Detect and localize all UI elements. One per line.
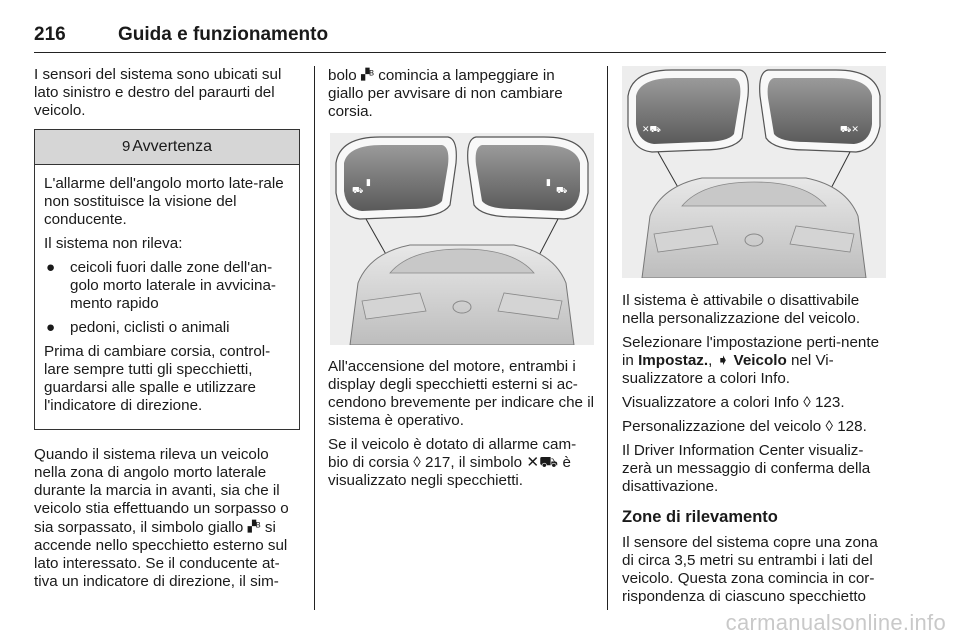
column-2 bbox=[328, 66, 594, 127]
warning-paragraph-1: L'allarme dell'angolo morto late-rale non sostituisce la visione del conducente. bbox=[44, 175, 284, 228]
column-2-lower bbox=[328, 358, 594, 496]
warning-icon: 9 bbox=[121, 138, 131, 155]
warning-paragraph-3: Prima di cambiare corsia, control-lare sempre tutti gli specchietti, guardarsi alle spalle e utilizzare l'indicatore di direzione. bbox=[44, 343, 271, 414]
reference-icon: ◊ bbox=[413, 454, 421, 471]
personalization-ref: Personalizzazione del veicolo ◊ 128. bbox=[622, 418, 867, 435]
lane-change-symbol-icon: ✕⛟ bbox=[526, 454, 559, 471]
warning-bullet-text: pedoni, ciclisti o animali bbox=[70, 319, 230, 336]
warning-body bbox=[35, 165, 299, 429]
column-1 bbox=[34, 66, 300, 597]
menu-impostaz: Impostaz. bbox=[638, 352, 709, 369]
startup-paragraph: All'accensione del motore, entrambi i display degli specchietti esterni si ac-cendono brevemente per indicare che il sistema è operativo. bbox=[328, 358, 594, 429]
toggle-paragraph: Il sistema è attivabile o disattivabile nella personalizzazione del veicolo. bbox=[622, 292, 861, 327]
right-mirror-indicator: ⛟ bbox=[556, 186, 568, 196]
warning-title: Avvertenza bbox=[132, 138, 213, 155]
blink-paragraph: bolo ▞ᴮ comincia a lampeggiare in giallo per avvisare di non cambiare corsia. bbox=[328, 67, 563, 120]
reference-icon: ◊ bbox=[803, 394, 811, 411]
detection-paragraph: Quando il sistema rileva un veicolo nella zona di angolo morto laterale durante la marcia in avanti, sia che il veicolo stia effettuando un sorpasso o sia sorpassato, il simbolo giallo ▞ᴮ si accende nello specchietto esterno sul lato interessato. Se il conducente at-tiva un indicatore di direzione, il sim- bbox=[34, 446, 289, 590]
warning-header bbox=[35, 130, 299, 165]
page-title: Guida e funzionamento bbox=[118, 24, 329, 45]
page-number: 216 bbox=[34, 24, 66, 45]
column-3 bbox=[622, 292, 888, 612]
bullet-dot-icon: ● bbox=[46, 259, 56, 276]
left-mirror-indicator: ⛟ bbox=[352, 186, 364, 196]
info-display-ref: Visualizzatore a colori Info ◊ 123. bbox=[622, 394, 845, 411]
warning-bullet-text: ceicoli fuori dalle zone dell'an-golo morto laterale in avvicina-mento rapido bbox=[70, 259, 276, 312]
column-divider-left bbox=[314, 66, 315, 610]
lane-change-paragraph: Se il veicolo è dotato di allarme cam-bio di corsia ◊ 217, il simbolo ✕⛟ è visualizzato negli specchietti. bbox=[328, 436, 577, 489]
arrow-right-icon: ➧ bbox=[716, 352, 730, 369]
warning-paragraph-2: Il sistema non rileva: bbox=[44, 235, 183, 252]
column-divider-right bbox=[607, 66, 608, 610]
mirrors-rear-car-illustration-2 bbox=[622, 66, 886, 278]
warning-box bbox=[34, 129, 300, 430]
dic-paragraph: Il Driver Information Center visualiz-zerà un messaggio di conferma della disattivazione. bbox=[622, 442, 871, 495]
blindspot-symbol-icon: ▞ᴮ bbox=[247, 521, 261, 533]
blindspot-symbol-icon: ▞ᴮ bbox=[360, 69, 374, 81]
intro-text: I sensori del sistema sono ubicati sul lato sinistro e destro del paraurti del veicolo. bbox=[34, 66, 282, 119]
warning-bullet-2 bbox=[44, 319, 290, 337]
page-header bbox=[34, 24, 886, 53]
warning-bullet-1 bbox=[44, 259, 290, 313]
settings-path-paragraph: Selezionare l'impostazione perti-nente in Impostaz., ➧ Veicolo nel Vi-sualizzatore a colori Info. bbox=[622, 334, 880, 387]
right-mirror-lane-indicator: ⛟✕ bbox=[840, 125, 859, 135]
watermark: carmanualsonline.info bbox=[725, 610, 946, 635]
zones-paragraph: Il sensore del sistema copre una zona di circa 3,5 metri su entrambi i lati del veicolo. Questa zona comincia in cor-rispondenza di ciascuno specchietto bbox=[622, 534, 878, 605]
reference-icon: ◊ bbox=[825, 418, 833, 435]
section-heading: Zone di rilevamento bbox=[622, 508, 778, 526]
svg-text:▮: ▮ bbox=[366, 178, 371, 188]
menu-veicolo: Veicolo bbox=[733, 352, 787, 369]
mirrors-rear-car-illustration bbox=[330, 133, 594, 345]
bullet-dot-icon: ● bbox=[46, 319, 56, 336]
left-mirror-lane-indicator: ✕⛟ bbox=[642, 125, 661, 135]
svg-text:▮: ▮ bbox=[546, 178, 551, 188]
